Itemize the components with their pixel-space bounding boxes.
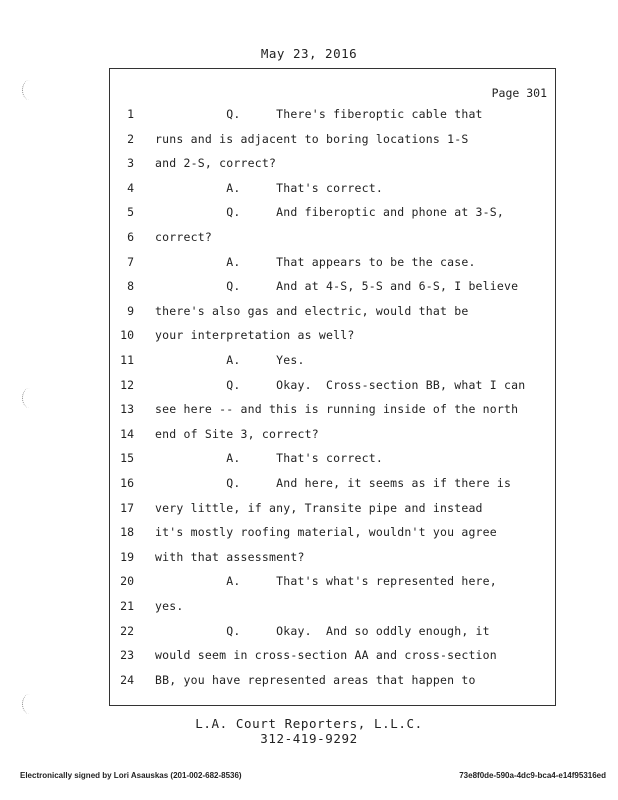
line-number: 6 [127, 230, 134, 244]
line-text: Q. And at 4-S, 5-S and 6-S, I believe [155, 279, 519, 294]
header-date: May 23, 2016 [260, 46, 358, 61]
line-number: 2 [127, 131, 134, 146]
footer-reporter: L.A. Court Reporters, L.L.C. [195, 716, 423, 731]
electronic-signature: Electronically signed by Lori Asauskas (201-002-682-8536) [20, 771, 242, 780]
line-text: and 2-S, correct? [155, 156, 277, 171]
line-number: 18 [120, 525, 134, 540]
line-number: 20 [120, 574, 134, 589]
line-text: A. That's correct. [155, 180, 383, 195]
line-number: 7 [127, 254, 134, 269]
line-text: with that assessment? [155, 549, 305, 564]
line-text: yes. [155, 599, 184, 613]
line-number: 22 [120, 623, 134, 638]
line-number: 4 [127, 180, 134, 195]
line-text: Q. Okay. And so oddly enough, it [155, 623, 490, 638]
line-text: A. That's what's represented here, [155, 574, 497, 589]
line-text: runs and is adjacent to boring locations 1-S [155, 131, 469, 146]
line-text: correct? [155, 230, 212, 244]
line-number: 14 [120, 426, 134, 441]
line-text: see here -- and this is running inside of the north [155, 402, 519, 417]
punch-hole-bottom-icon [22, 694, 37, 714]
line-number: 8 [127, 279, 134, 294]
line-number: 21 [120, 599, 134, 613]
line-text: Q. And here, it seems as if there is [155, 476, 512, 490]
line-number: 19 [120, 549, 134, 564]
line-text: A. That's correct. [155, 451, 383, 466]
line-text: BB, you have represented areas that happen to [155, 672, 476, 687]
transcript-page [109, 68, 556, 706]
line-number: 15 [120, 451, 134, 466]
line-text: your interpretation as well? [155, 328, 355, 343]
line-text: it's mostly roofing material, wouldn't you agree [155, 525, 497, 540]
line-text: Q. There's fiberoptic cable that [155, 107, 483, 121]
line-text: Q. And fiberoptic and phone at 3-S, [155, 205, 505, 220]
line-number: 17 [120, 500, 134, 515]
line-text: there's also gas and electric, would that be [155, 303, 469, 318]
line-number: 11 [120, 353, 134, 367]
document-hash: 73e8f0de-590a-4dc9-bca4-e14f95316ed [459, 771, 606, 780]
line-number: 16 [120, 476, 134, 490]
line-text: end of Site 3, correct? [155, 426, 319, 441]
line-text: Q. Okay. Cross-section BB, what I can [155, 377, 526, 392]
line-text: A. That appears to be the case. [155, 254, 476, 269]
line-number: 3 [127, 156, 134, 171]
line-number: 12 [120, 377, 134, 392]
line-text: A. Yes. [155, 353, 305, 367]
line-number: 9 [127, 303, 134, 318]
line-number: 10 [120, 328, 134, 343]
line-number: 1 [127, 107, 134, 121]
punch-hole-top-icon [22, 80, 37, 100]
line-number: 23 [120, 648, 134, 663]
line-number: 5 [127, 205, 134, 220]
line-number: 13 [120, 402, 134, 417]
page-number: Page 301 [491, 86, 547, 100]
punch-hole-middle-icon [22, 388, 37, 408]
line-text: very little, if any, Transite pipe and instead [155, 500, 483, 515]
footer-phone: 312-419-9292 [260, 731, 358, 746]
line-number: 24 [120, 672, 134, 687]
line-text: would seem in cross-section AA and cross-section [155, 648, 497, 663]
